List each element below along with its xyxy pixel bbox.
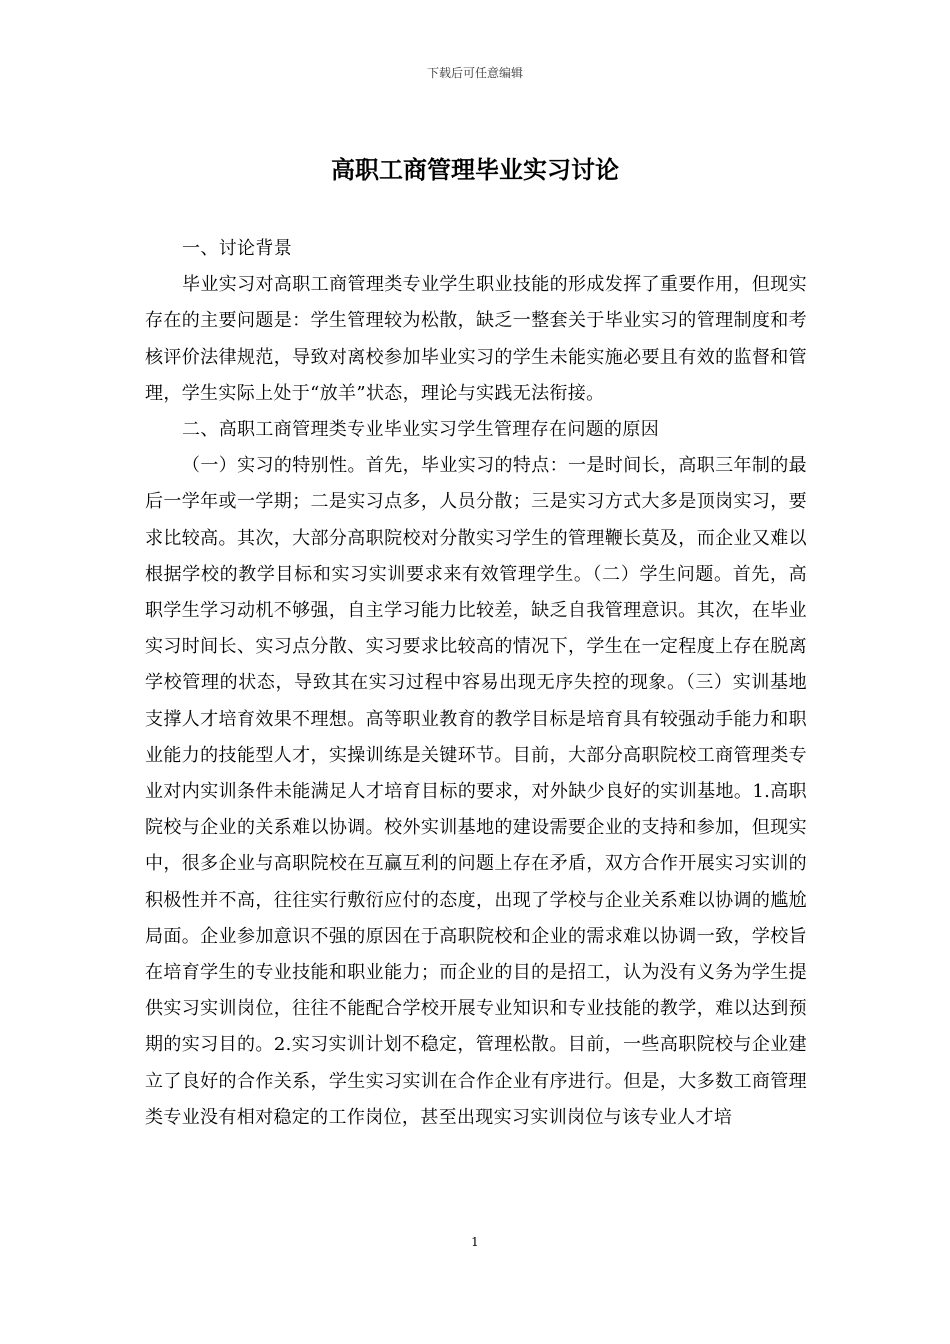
document-title: 高职工商管理毕业实习讨论 <box>331 156 619 184</box>
section-heading-background: 一、讨论背景 <box>182 238 293 259</box>
document-body <box>145 231 807 1136</box>
page-header: 下载后可任意编辑 <box>426 66 523 80</box>
section-heading-causes: 二、高职工商管理类专业毕业实习学生管理存在问题的原因 <box>182 419 660 441</box>
page-number: 1 <box>471 1235 479 1249</box>
paragraph-background: 毕业实习对高职工商管理类专业学生职业技能的形成发挥了重要作用，但现实存在的主要问题是：学生管理较为松散，缺乏一整套关于毕业实习的管理制度和考核评价法律规范，导致对离校参加毕业实习的学生未能实施必要且有效的监督和管理，学生实际上处于“放羊”状态，理论与实践无法衔接。 <box>145 274 807 404</box>
paragraph-causes: （一）实习的特别性。首先，毕业实习的特点：一是时间长，高职三年制的最后一学年或一学期；二是实习点多，人员分散；三是实习方式大多是顶岗实习，要求比较高。其次，大部分高职院校对分散实习学生的管理鞭长莫及，而企业又难以根据学校的教学目标和实习实训要求来有效管理学生。（二）学生问题。首先，高职学生学习动机不够强，自主学习能力比较差，缺乏自我管理意识。其次，在毕业实习时间长、实习点分散、实习要求比较高的情况下，学生在一定程度上存在脱离学校管理的状态，导致其在实习过程中容易出现无序失控的现象。（三）实训基地支撑人才培育效果不理想。高等职业教育的教学目标是培育具有较强动手能力和职业能力的技能型人才，实操训练是关键环节。目前，大部分高职院校工商管理类专业对内实训条件未能满足人才培育目标的要求，对外缺少良好的实训基地。1.高职院校与企业的关系难以协调。校外实训基地的建设需要企业的支持和参加，但现实中，很多企业与高职院校在互赢互利的问题上存在矛盾，双方合作开展实习实训的积极性并不高，往往实行敷衍应付的态度，出现了学校与企业关系难以协调的尴尬局面。企业参加意识不强的原因在于高职院校和企业的需求难以协调一致，学校旨在培育学生的专业技能和职业能力；而企业的目的是招工，认为没有义务为学生提供实习实训岗位，往往不能配合学校开展专业知识和专业技能的教学，难以达到预期的实习目的。2.实习实训计划不稳定，管理松散。目前，一些高职院校与企业建立了良好的合作关系，学生实习实训在合作企业有序进行。但是，大多数工商管理类专业没有相对稳定的工作岗位，甚至出现实习实训岗位与该专业人才培 <box>145 455 807 1128</box>
